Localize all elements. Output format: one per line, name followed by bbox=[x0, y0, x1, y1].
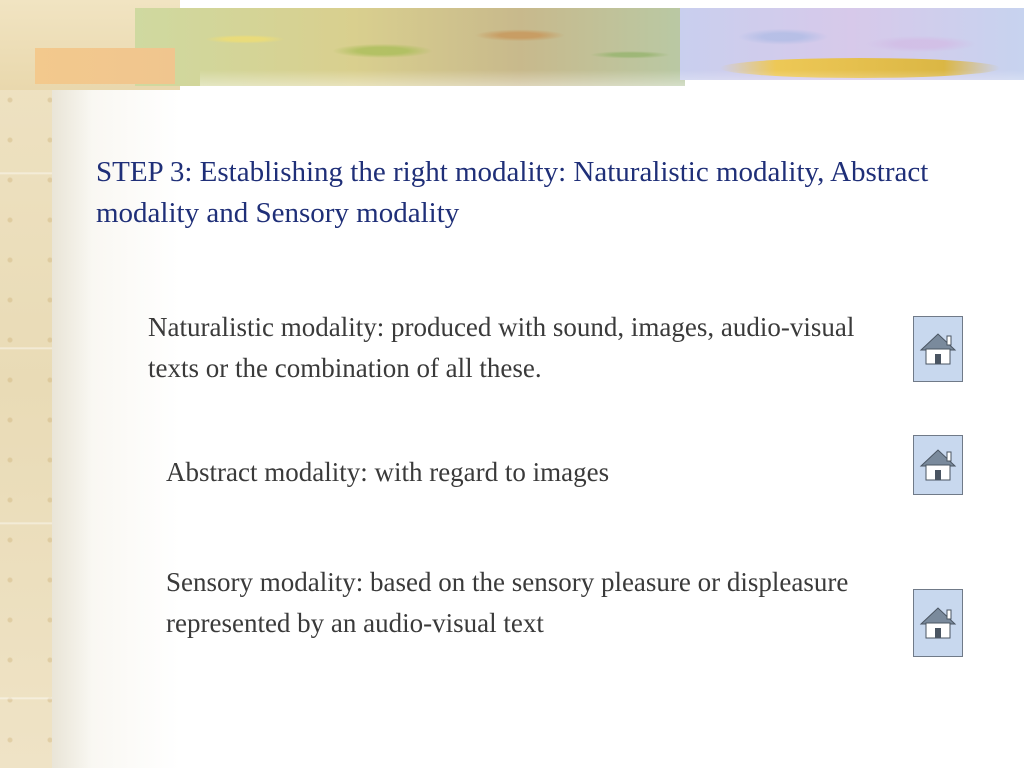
home-button-1[interactable] bbox=[913, 316, 963, 382]
naturalistic-modality-text: Naturalistic modality: produced with sound, images, audio-visual texts or the combination of all these. bbox=[148, 312, 855, 383]
home-button-3[interactable] bbox=[913, 589, 963, 657]
decorative-banner bbox=[0, 0, 1024, 90]
decorative-left-strip bbox=[0, 0, 52, 768]
sensory-modality-text: Sensory modality: based on the sensory pleasure or displeasure represented by an audio-visual text bbox=[166, 567, 849, 638]
home-icon bbox=[918, 329, 958, 369]
decorative-left-fade bbox=[52, 80, 92, 768]
home-icon bbox=[918, 445, 958, 485]
slide-title: STEP 3: Establishing the right modality: Naturalistic modality, Abstract modality and Sensory modality bbox=[96, 156, 929, 229]
abstract-modality-text: Abstract modality: with regard to images bbox=[166, 457, 610, 487]
home-icon bbox=[918, 603, 958, 643]
home-button-2[interactable] bbox=[913, 435, 963, 495]
